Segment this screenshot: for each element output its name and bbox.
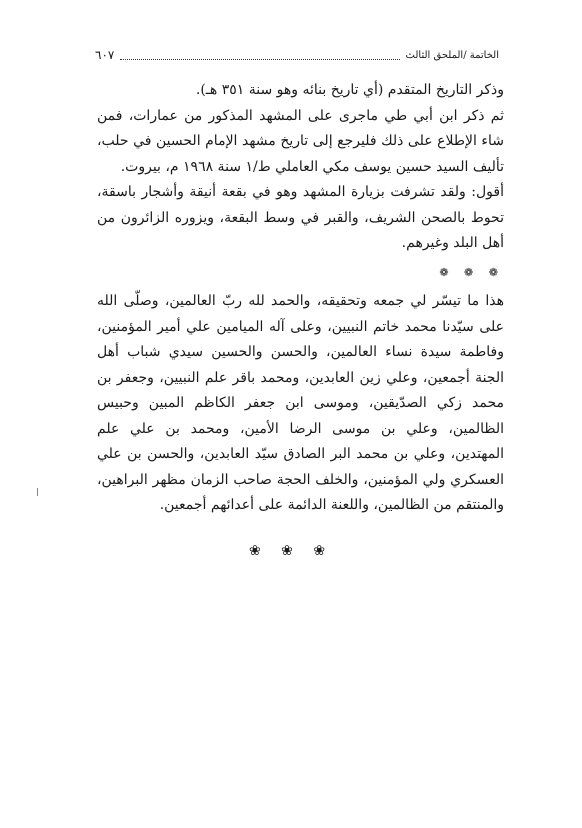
page-number: ٦٠٧ <box>95 48 115 62</box>
running-title: الخاتمة /الملحق الثالث <box>405 49 499 61</box>
margin-mark <box>37 488 38 496</box>
section-separator: ❁ ❁ ❁ <box>439 265 504 279</box>
paragraph-date: وذكر التاريخ المتقدم (أي تاريخ بنائه وهو سنة ٣٥١ هـ). <box>195 82 504 98</box>
end-ornament-icon: ❀ ❀ ❀ <box>248 543 334 559</box>
running-header <box>95 45 499 65</box>
body-text <box>97 78 504 519</box>
paragraph-reference: ثم ذكر ابن أبي طي ماجرى على المشهد المذكور من عمارات، فمن شاء الإطلاع على ذلك فليرجع إلى تاريخ مشهد الإمام الحسين في حلب، تأليف السيد حسين يوسف مكي العاملي ط/١ سنة ١٩٦٨ م، بيروت. <box>97 107 504 175</box>
header-dotted-leader <box>120 50 399 60</box>
paragraph-closing: هذا ما تيسّر لي جمعه وتحقيقه، والحمد لله ربّ العالمين، وصلّى الله على سيّدنا محمد خاتم النبيين، وعلى آله الميامين علي أمير المؤمنين، وفاطمة سيدة نساء العالمين، والحسن والحسين سيدي شباب أهل الجنة أجمعين، وعلي زين العابدين، ومحمد باقر علم النبيين، وجعفر بن محمد زكي الصدّيقين، وموسى ابن جعفر الكاظم المبين وحبيس الظالمين، وعلي بن موسى الرضا الأمين، ومحمد بن علي علم المهتدين، وعلي بن محمد البر الصادق سيّد العابدين، والحسن بن علي العسكري ولي المؤمنين، والخلف الحجة صاحب الزمان مظهر البراهين، والمنتقم من الظالمين، واللعنة الدائمة على أعدائهم أجمعين. <box>97 293 504 513</box>
paragraph-visit: أقول: ولقد تشرفت بزيارة المشهد وهو في بقعة أنيقة وأشجار باسقة، تحوط بالصحن الشريف، والقبر في وسط البقعة، ويزوره الزائرون من أهل البلد وغيرهم. <box>97 184 504 251</box>
